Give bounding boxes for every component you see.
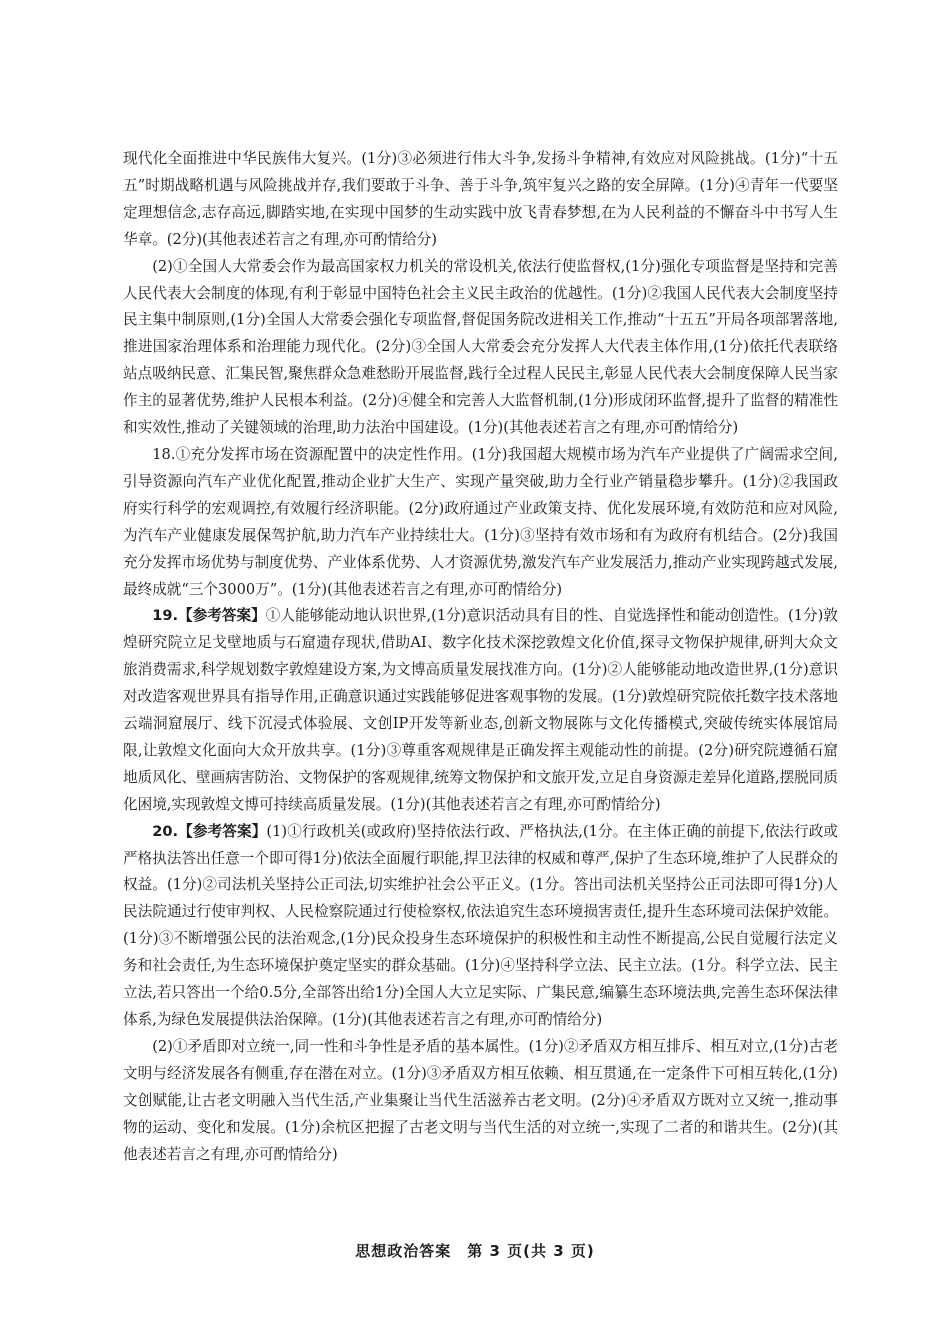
paragraph-text: 现代化全面推进中华民族伟大复兴。(1分)③必须进行伟大斗争,发扬斗争精神,有效应对风险挑战。(1分)“十五五”时期战略机遇与风险挑战并存,我们要敢于斗争、善于斗争,筑牢复兴之路的安全屏障。(1分)④青年一代要坚定理想信念,志存高远,脚踏实地,在实现中国梦的生动实践中放飞青春梦想,在为人民利益的不懈奋斗中书写人生华章。(2分)(其他表述若言之有理,亦可酌情给分)	[123, 150, 838, 248]
answer-body	[123, 146, 838, 1168]
paragraph-text: (2)①矛盾即对立统一,同一性和斗争性是矛盾的基本属性。(1分)②矛盾双方相互排斥、相互对立,(1分)古老文明与经济发展各有侧重,存在潜在对立。(1分)③矛盾双方相互依赖、相互贯通,在一定条件下可相互转化,(1分)文创赋能,让古老文明融入当代生活,产业集聚让当代生活滋养古老文明。(2分)④矛盾双方既对立又统一,推动事物的运动、变化和发展。(1分)余杭区把握了古老文明与当代生活的对立统一,实现了二者的和谐共生。(2分)(其他表述若言之有理,亦可酌情给分)	[123, 1037, 838, 1163]
question-answer-tag: 19.【参考答案】	[152, 607, 266, 625]
answer-paragraph-p20-1	[123, 819, 838, 1034]
paragraph-text: (1)①行政机关(或政府)坚持依法行政、严格执法,(1分。在主体正确的前提下,依法行政或严格执法答出任意一个即可得1分)依法全面履行职能,捍卫法律的权威和尊严,保护了生态环境,维护了人民群众的权益。(1分)②司法机关坚持公正司法,切实维护社会公平正义。(1分。答出司法机关坚持公正司法即可得1分)人民法院通过行使审判权、人民检察院通过行使检察权,依法追究生态环境损害责任,提升生态环境司法保护效能。(1分)③不断增强公民的法治观念,(1分)民众投身生态环境保护的积极性和主动性不断提高,公民自觉履行法定义务和社会责任,为生态环境保护奠定坚实的群众基础。(1分)④坚持科学立法、民主立法。(1分。科学立法、民主立法,若只答出一个给0.5分,全部答出给1分)全国人大立足实际、广集民意,编纂生态环境法典,完善生态环保法律体系,为绿色发展提供法治保障。(1分)(其他表述若言之有理,亦可酌情给分)	[123, 822, 838, 1028]
paragraph-text: (2)①全国人大常委会作为最高国家权力机关的常设机关,依法行使监督权,(1分)强化专项监督是坚持和完善人民代表大会制度的体现,有利于彰显中国特色社会主义民主政治的优越性。(1分)②我国人民代表大会制度坚持民主集中制原则,(1分)全国人大常委会强化专项监督,督促国务院改进相关工作,推动“十五五”开局各项部署落地,推进国家治理体系和治理能力现代化。(2分)③全国人大常委会充分发挥人大代表主体作用,(1分)依托代表联络站点吸纳民意、汇集民智,聚焦群众急难愁盼开展监督,践行全过程人民民主,彰显人民代表大会制度保障人民当家作主的显著优势,维护人民根本利益。(2分)④健全和完善人大监督机制,(1分)形成闭环监督,提升了监督的精准性和实效性,推动了关键领域的治理,助力法治中国建设。(1分)(其他表述若言之有理,亦可酌情给分)	[123, 257, 838, 437]
answer-paragraph-p18	[123, 442, 838, 603]
answer-paragraph-p19	[123, 603, 838, 818]
paragraph-text: ①人能够能动地认识世界,(1分)意识活动具有目的性、自觉选择性和能动创造性。(1分)敦煌研究院立足戈壁地质与石窟遗存现状,借助AI、数字化技术深挖敦煌文化价值,探寻文物保护规律,研判大众文旅消费需求,科学规划数字敦煌建设方案,为文博高质量发展找准方向。(1分)②人能够能动地改造世界,(1分)意识对改造客观世界具有指导作用,正确意识通过实践能够促进客观事物的发展。(1分)敦煌研究院依托数字技术落地云端洞窟展厅、线下沉浸式体验展、文创IP开发等新业态,创新文物展陈与文化传播模式,突破传统实体展馆局限,让敦煌文化面向大众开放共享。(1分)③尊重客观规律是正确发挥主观能动性的前提。(2分)研究院遵循石窟地质风化、壁画病害防治、文物保护的客观规律,统筹文物保护和文旅开发,立足自身资源走差异化道路,摆脱同质化困境,实现敦煌文博可持续高质量发展。(1分)(其他表述若言之有理,亦可酌情给分)	[123, 607, 838, 813]
question-answer-tag: 20.【参考答案】	[152, 822, 267, 840]
paragraph-text: 18.①充分发挥市场在资源配置中的决定性作用。(1分)我国超大规模市场为汽车产业提供了广阔需求空间,引导资源向汽车产业优化配置,推动企业扩大生产、实现产量突破,助力全行业产销量稳步攀升。(1分)②我国政府实行科学的宏观调控,有效履行经济职能。(2分)政府通过产业政策支持、优化发展环境,有效防范和应对风险,为汽车产业健康发展保驾护航,助力汽车产业持续壮大。(1分)③坚持有效市场和有为政府有机结合。(2分)我国充分发挥市场优势与制度优势、产业体系优势、人才资源优势,激发汽车产业发展活力,推动产业实现跨越式发展,最终成就“三个3000万”。(1分)(其他表述若言之有理,亦可酌情给分)	[123, 445, 838, 598]
answer-paragraph-p20-2	[123, 1034, 838, 1169]
answer-paragraph-p17-2	[123, 254, 838, 442]
answer-paragraph-p17-1-cont	[123, 146, 838, 254]
page-footer: 思想政治答案 第 3 页(共 3 页)	[355, 1242, 595, 1260]
